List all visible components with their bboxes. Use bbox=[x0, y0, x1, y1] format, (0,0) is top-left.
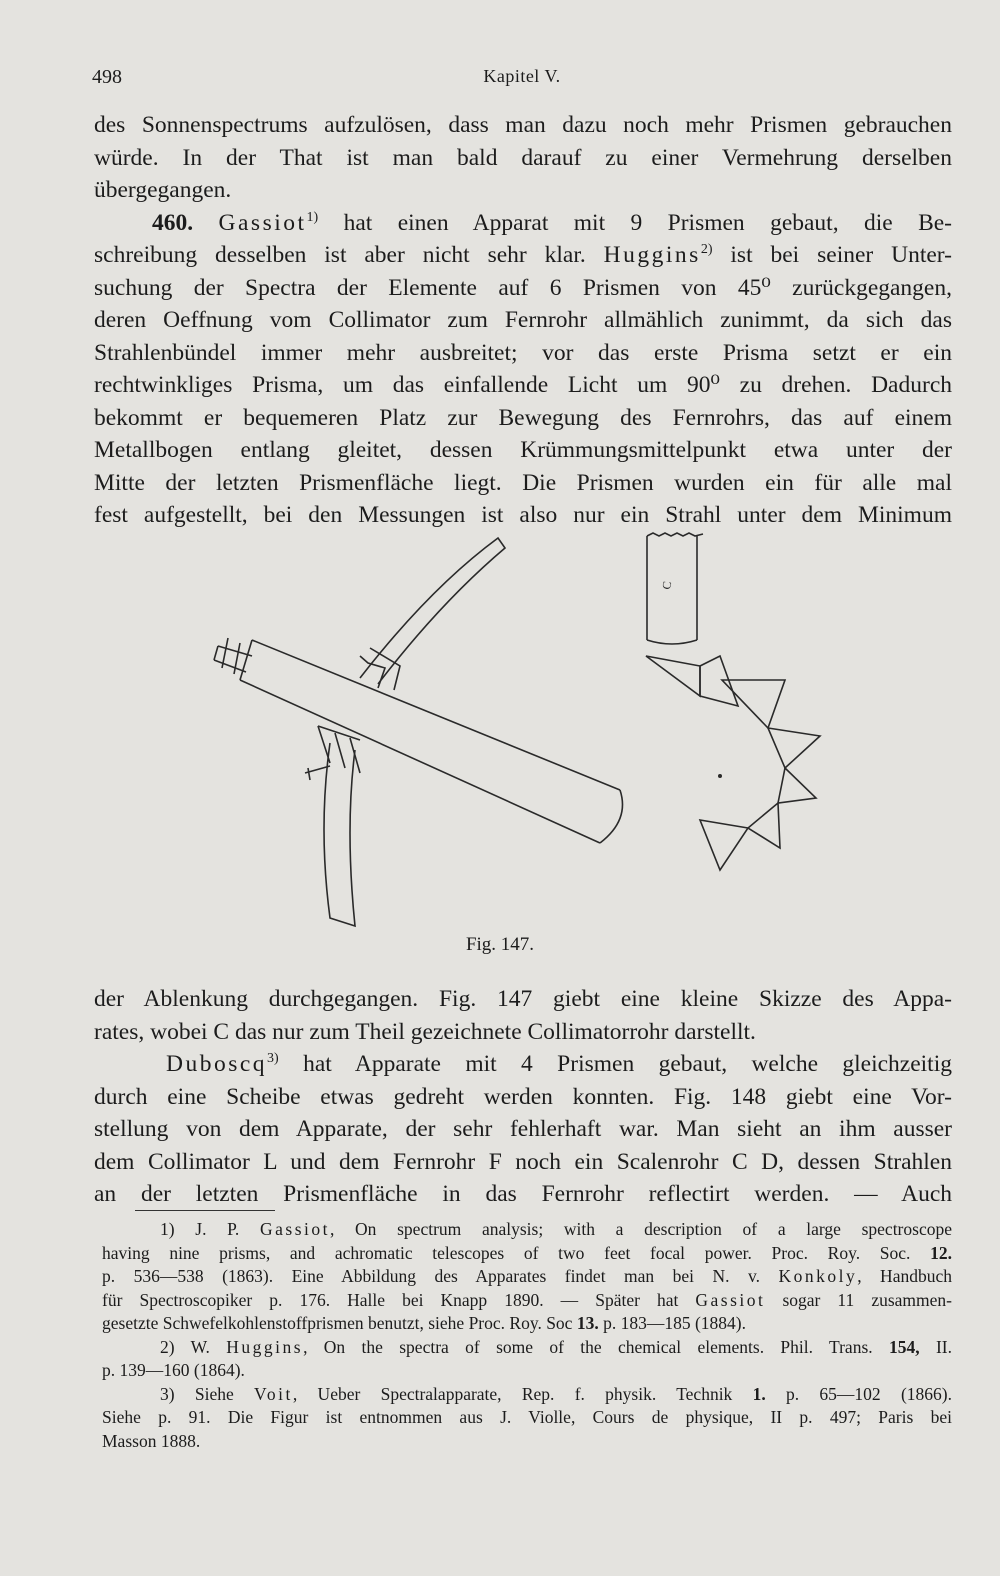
text-span: having nine prisms, and achromatic telescopes of two feet focal power. Proc. Roy. Soc. bbox=[102, 1242, 931, 1263]
author-name: Gassiot bbox=[218, 209, 307, 236]
prism bbox=[700, 656, 738, 706]
running-head: Kapitel V. bbox=[483, 66, 561, 86]
text-span: , Handbuch bbox=[857, 1266, 952, 1286]
prism bbox=[778, 768, 816, 803]
text-span: für Spectroscopiker p. 176. Halle bei Knapp 1890. — Später hat bbox=[102, 1289, 696, 1310]
author-name: Huggins bbox=[603, 242, 701, 268]
body-text-bottom bbox=[94, 983, 952, 1211]
footnote-marker: 2) W. bbox=[160, 1336, 227, 1357]
text-line: des Sonnenspectrums aufzulösen, dass man dazu noch mehr Prismen gebrauchen bbox=[94, 112, 952, 138]
text-line: dem Collimator L und dem Fernrohr F noch ein Scalenrohr C D, dessen Strahlen bbox=[94, 1148, 952, 1175]
author-name: Duboscq bbox=[166, 1051, 268, 1077]
text-span: , On spectrum analysis; with a description of a large spectroscope bbox=[329, 1219, 952, 1239]
prism bbox=[700, 820, 748, 870]
arc-center-mark bbox=[718, 774, 722, 778]
footnote-3-line-1 bbox=[102, 1383, 952, 1407]
metal-arc-upper bbox=[360, 538, 505, 684]
author-name: Voit bbox=[254, 1383, 293, 1404]
text-span: ist bei seiner Unter- bbox=[712, 242, 952, 268]
text-line: stellung von dem Apparate, der sehr fehlerhaft war. Man sieht an ihm ausser bbox=[94, 1116, 952, 1142]
text-line: suchung der Spectra der Elemente auf 6 Prismen von 45⁰ zurückgegangen, bbox=[94, 274, 952, 301]
section-460-line-1 bbox=[94, 207, 952, 240]
text-line: fest aufgestellt, bei den Messungen ist also nur ein Strahl unter dem Minimum bbox=[94, 502, 952, 528]
author-name: Huggins bbox=[226, 1336, 304, 1357]
footnote-ref: 2) bbox=[700, 242, 713, 258]
text-span: , Ueber Spectralapparate, Rep. f. physik. Technik bbox=[292, 1383, 753, 1404]
prism bbox=[768, 728, 820, 768]
text-line: Mitte der letzten Prismenfläche liegt. Die Prismen wurden ein für alle mal bbox=[94, 469, 952, 496]
text-line: Strahlenbündel immer mehr ausbreitet; vor das erste Prisma setzt er ein bbox=[94, 339, 952, 366]
body-text-top bbox=[94, 109, 952, 532]
text-span: , On the spectra of some of the chemical elements. Phil. Trans. bbox=[303, 1336, 889, 1357]
section-460-line-2 bbox=[94, 239, 952, 272]
text-line: Metallbogen entlang gleitet, dessen Krümmungsmittelpunkt etwa unter der bbox=[94, 437, 952, 463]
footnote-ref: 1) bbox=[306, 209, 319, 225]
text-span: p. 183—185 (1884). bbox=[598, 1313, 746, 1333]
page-header bbox=[92, 66, 952, 96]
footnote-ref: 3) bbox=[267, 1051, 279, 1067]
text-span: p. 65—102 (1866). bbox=[765, 1383, 952, 1404]
text-line: an der letzten Prismenfläche in das Fernrohr reflectirt werden. — Auch bbox=[94, 1181, 952, 1207]
text-line: rechtwinkliges Prisma, um das einfallende Licht um 90⁰ zu drehen. Dadurch bbox=[94, 372, 952, 398]
footnote-1-line-4 bbox=[102, 1289, 952, 1313]
footnote-3-line-2: Siehe p. 91. Die Figur ist entnommen aus J. Violle, Cours de physique, II p. 497; Paris bei bbox=[102, 1407, 952, 1427]
telescope-tube bbox=[214, 638, 623, 843]
page-number: 498 bbox=[92, 66, 122, 88]
volume-number: 13. bbox=[576, 1313, 599, 1333]
text-span: sogar 11 zusammen- bbox=[765, 1289, 952, 1310]
text-span: II. bbox=[919, 1336, 952, 1357]
collimator-label-c: C bbox=[659, 580, 675, 591]
author-name: Gassiot bbox=[695, 1289, 766, 1310]
volume-number: 12. bbox=[930, 1242, 952, 1263]
duboscq-line-1 bbox=[94, 1048, 952, 1081]
footnote-marker: 3) Siehe bbox=[160, 1383, 255, 1404]
text-line: durch eine Scheibe etwas gedreht werden konnten. Fig. 148 giebt eine Vor- bbox=[94, 1083, 952, 1110]
text-span: hat einen Apparat mit 9 Prismen gebaut, die Be- bbox=[318, 209, 953, 236]
prism-chain bbox=[646, 656, 820, 870]
text-span: gesetzte Schwefelkohlenstoffprismen benutzt, siehe Proc. Roy. Soc bbox=[102, 1313, 577, 1333]
footnote-marker: 1) J. P. bbox=[160, 1219, 260, 1239]
right-angle-prism bbox=[646, 656, 700, 696]
author-name: Gassiot bbox=[259, 1219, 330, 1239]
text-span: p. 536—538 (1863). Eine Abbildung des Apparates findet man bei N. v. bbox=[102, 1266, 779, 1286]
section-number: 460. bbox=[152, 209, 194, 236]
text-span: schreibung desselben ist aber nicht sehr klar. bbox=[94, 242, 604, 268]
footnote-2-line-2: p. 139—160 (1864). bbox=[102, 1360, 245, 1380]
text-line: würde. In der That ist man bald darauf zu einer Vermehrung derselben bbox=[94, 144, 952, 171]
footnote-3-line-3: Masson 1888. bbox=[102, 1430, 201, 1451]
prism bbox=[748, 803, 780, 848]
footnote-1-line-5 bbox=[102, 1312, 952, 1336]
footnote-1-line-2 bbox=[102, 1242, 952, 1266]
text-line: übergegangen. bbox=[94, 177, 232, 203]
figure-caption: Fig. 147. bbox=[465, 934, 535, 955]
footnote-1-line-1 bbox=[102, 1218, 952, 1242]
author-name: Konkoly bbox=[778, 1266, 858, 1286]
footnote-rule bbox=[135, 1210, 275, 1211]
volume-number: 154, bbox=[888, 1336, 920, 1357]
footnotes bbox=[102, 1218, 952, 1453]
collimator-tube bbox=[647, 533, 703, 644]
footnote-1-line-3 bbox=[102, 1265, 952, 1289]
volume-number: 1. bbox=[752, 1383, 766, 1404]
figure-147-drawing bbox=[200, 528, 850, 948]
text-line: der Ablenkung durchgegangen. Fig. 147 giebt eine kleine Skizze des Appa- bbox=[94, 986, 952, 1012]
text-line: rates, wobei C das nur zum Theil gezeichnete Collimatorrohr darstellt. bbox=[94, 1018, 756, 1045]
footnote-2-line-1 bbox=[102, 1336, 952, 1360]
metal-arc-lower bbox=[324, 743, 355, 926]
text-line: bekommt er bequemeren Platz zur Bewegung des Fernrohrs, das auf einem bbox=[94, 404, 952, 431]
text-line: deren Oeffnung vom Collimator zum Fernrohr allmählich zunimmt, da sich das bbox=[94, 307, 952, 333]
text-span: hat Apparate mit 4 Prismen gebaut, welche gleichzeitig bbox=[278, 1051, 952, 1077]
